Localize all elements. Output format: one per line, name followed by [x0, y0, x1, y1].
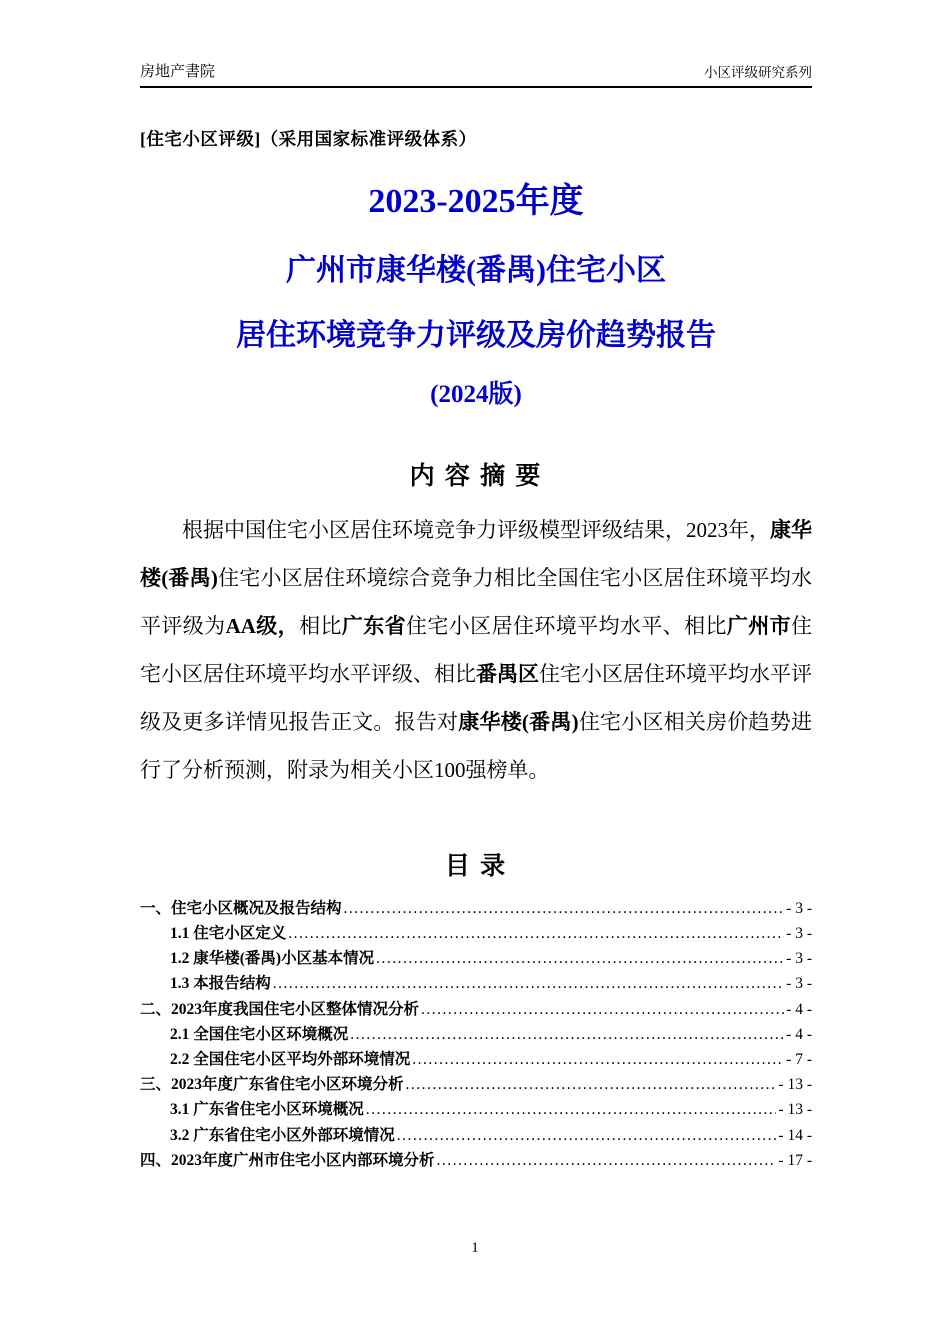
- header-divider: [140, 86, 812, 88]
- toc-leader-dots: [421, 997, 784, 1022]
- report-title-edition: (2024版): [430, 380, 522, 408]
- toc-entry[interactable]: [140, 971, 812, 996]
- toc-entry[interactable]: [140, 896, 812, 921]
- page-header: [140, 60, 812, 81]
- summary-heading: 内 容 摘 要: [409, 462, 543, 490]
- toc-entry[interactable]: [140, 1047, 812, 1072]
- summary-emphasis: 康华楼(番禺): [140, 517, 812, 590]
- page-content: [140, 126, 812, 1173]
- summary-text: 住宅小区居住环境综合竞争力相比全国住宅小区居住环境平均水平评级为: [140, 565, 812, 638]
- summary-text: 住宅小区居住环境平均水平评级及更多详情见报告正文。报告对: [140, 661, 812, 734]
- toc-entry-title: 1.3 本报告结构: [170, 975, 271, 993]
- summary-text: 相比: [299, 613, 342, 638]
- toc-entry-title: 四、2023年度广州市住宅小区内部环境分析: [140, 1151, 435, 1169]
- toc-page-number: - 7 -: [786, 1050, 812, 1068]
- summary-paragraph: [140, 506, 812, 794]
- summary-emphasis: 番禺区: [476, 661, 539, 686]
- toc-page-number: - 3 -: [786, 899, 812, 917]
- toc-page-number: - 4 -: [786, 1025, 812, 1043]
- summary-text: 根据中国住宅小区居住环境竞争力评级模型评级结果，2023年，: [182, 517, 770, 542]
- report-title-years: 2023-2025年度: [368, 183, 584, 220]
- toc-leader-dots: [412, 1047, 784, 1072]
- summary-emphasis: AA级，: [225, 613, 300, 638]
- toc-entry[interactable]: [140, 921, 812, 946]
- toc-page-number: - 3 -: [786, 975, 812, 993]
- summary-text: 住宅小区相关房价趋势进行了分析预测，附录为相关小区100强榜单。: [140, 709, 812, 782]
- toc-entry[interactable]: [140, 1022, 812, 1047]
- toc-leader-dots: [350, 1022, 784, 1047]
- report-title-subject: 居住环境竞争力评级及房价趋势报告: [236, 319, 716, 352]
- toc-leader-dots: [376, 946, 784, 971]
- toc-entry[interactable]: [140, 997, 812, 1022]
- toc-page-number: - 14 -: [778, 1126, 812, 1144]
- toc-entry[interactable]: [140, 1148, 812, 1173]
- toc-entry-title: 3.1 广东省住宅小区环境概况: [170, 1101, 364, 1119]
- toc-entry-title: 2.1 全国住宅小区环境概况: [170, 1025, 349, 1043]
- report-title-community: 广州市康华楼(番禺)住宅小区: [286, 253, 666, 287]
- toc-page-number: - 13 -: [778, 1076, 812, 1094]
- toc-entry-title: 1.1 住宅小区定义: [170, 924, 287, 942]
- summary-text: 住宅小区居住环境平均水平、相比: [406, 613, 727, 638]
- header-publisher: 房地产書院: [140, 64, 216, 80]
- summary-emphasis: 广东省: [341, 613, 407, 638]
- toc-entry-title: 2.2 全国住宅小区平均外部环境情况: [170, 1050, 411, 1068]
- toc-page-number: - 17 -: [778, 1151, 812, 1169]
- toc-entry-title: 1.2 康华楼(番禺)小区基本情况: [170, 950, 375, 968]
- toc-page-number: - 3 -: [786, 924, 812, 942]
- toc-entry[interactable]: [140, 1097, 812, 1122]
- toc-entry[interactable]: [140, 1072, 812, 1097]
- classification-line: [住宅小区评级]（采用国家标准评级体系）: [140, 129, 477, 149]
- toc-leader-dots: [273, 971, 784, 996]
- page-number: 1: [471, 1240, 479, 1256]
- toc-entry-title: 3.2 广东省住宅小区外部环境情况: [170, 1126, 395, 1144]
- page-footer: [0, 1240, 950, 1257]
- toc-entry-title: 三、2023年度广东省住宅小区环境分析: [140, 1076, 404, 1094]
- toc-entry-title: 一、住宅小区概况及报告结构: [140, 899, 342, 917]
- toc-entry[interactable]: [140, 946, 812, 971]
- toc-leader-dots: [344, 896, 785, 921]
- toc-entry-title: 二、2023年度我国住宅小区整体情况分析: [140, 1000, 420, 1018]
- summary-emphasis: 康华楼(番禺): [458, 709, 579, 734]
- toc-leader-dots: [437, 1148, 777, 1173]
- toc-page-number: - 13 -: [778, 1101, 812, 1119]
- toc-entry[interactable]: [140, 1123, 812, 1148]
- toc-leader-dots: [366, 1097, 777, 1122]
- toc-leader-dots: [397, 1123, 777, 1148]
- toc-leader-dots: [288, 921, 784, 946]
- toc-page-number: - 4 -: [786, 1000, 812, 1018]
- toc-heading: 目 录: [444, 852, 508, 880]
- toc-page-number: - 3 -: [786, 950, 812, 968]
- toc-leader-dots: [406, 1072, 777, 1097]
- header-series: 小区评级研究系列: [704, 65, 812, 80]
- table-of-contents: [140, 896, 812, 1173]
- summary-text: 住宅小区居住环境平均水平评级、相比: [140, 613, 813, 686]
- summary-emphasis: 广州市: [726, 613, 792, 638]
